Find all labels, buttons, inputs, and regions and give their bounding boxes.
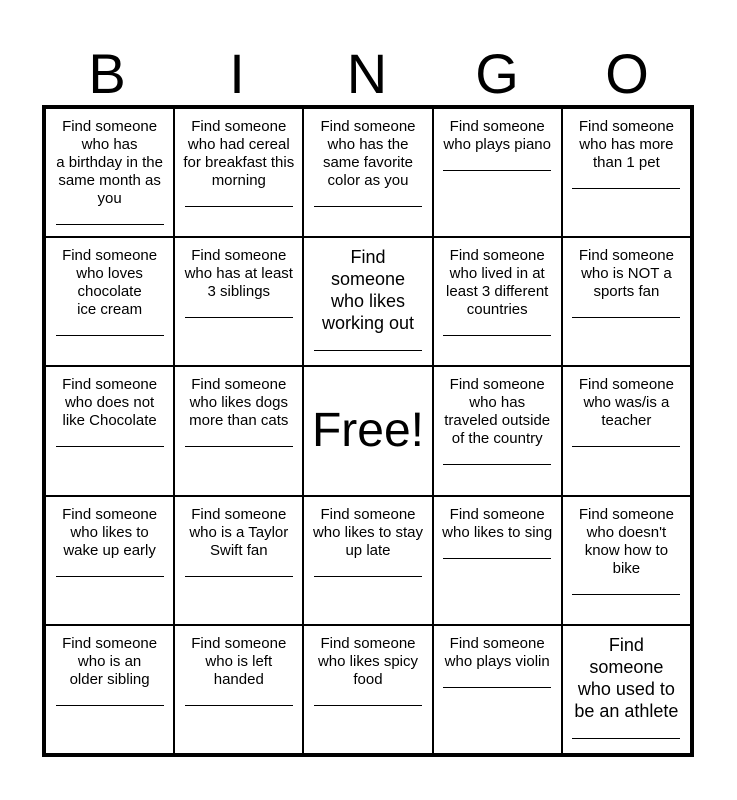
cell-prompt: Find someone who is an older sibling	[62, 634, 158, 688]
header-letter-g: G	[475, 42, 519, 105]
cell-prompt: Find someone who plays violin	[444, 634, 550, 670]
bingo-cell[interactable]	[433, 108, 562, 237]
bingo-cell[interactable]	[45, 366, 174, 495]
signature-line[interactable]	[572, 317, 680, 318]
cell-prompt: Find someone who plays piano	[443, 118, 551, 153]
header-letter-o: O	[605, 42, 649, 105]
signature-line[interactable]	[443, 170, 551, 171]
cell-prompt: Find someone who doesn't know how to bike	[578, 505, 674, 577]
cell-prompt: Find someone who had cereal for breakfast this morning	[183, 118, 295, 189]
cell-prompt: Find someone who likes to wake up early	[62, 505, 158, 559]
bingo-cell[interactable]	[562, 237, 691, 366]
bingo-cell[interactable]	[174, 108, 303, 237]
bingo-cell[interactable]	[303, 237, 432, 366]
signature-line[interactable]	[185, 576, 293, 577]
signature-line[interactable]	[443, 464, 551, 465]
cell-prompt: Find someone who has at least 3 siblings	[184, 247, 293, 301]
cell-prompt: Find someone who likes dogs more than cats	[189, 376, 289, 430]
signature-line[interactable]	[572, 738, 680, 739]
bingo-cell[interactable]	[433, 366, 562, 495]
signature-line[interactable]	[185, 705, 293, 706]
cell-prompt: Find someone who is left handed	[191, 634, 287, 688]
cell-prompt: Find someone who likes spicy food	[317, 634, 419, 688]
header-letter-i: I	[229, 42, 245, 105]
bingo-cell[interactable]	[562, 496, 691, 625]
signature-line[interactable]	[56, 576, 164, 577]
cell-prompt: Find someone who is NOT a sports fan	[578, 247, 674, 301]
bingo-cell[interactable]	[174, 366, 303, 495]
cell-prompt: Find someone who does not like Chocolate	[62, 376, 158, 430]
bingo-cell[interactable]	[303, 496, 432, 625]
bingo-cell[interactable]	[45, 108, 174, 237]
signature-line[interactable]	[56, 705, 164, 706]
bingo-cell[interactable]	[45, 237, 174, 366]
free-space-cell[interactable]	[303, 366, 432, 495]
bingo-cell[interactable]	[433, 496, 562, 625]
signature-line[interactable]	[56, 335, 164, 336]
cell-prompt: Find someone who has traveled outside of the country	[444, 376, 551, 448]
bingo-grid	[42, 105, 694, 757]
bingo-cell[interactable]	[433, 237, 562, 366]
bingo-cell[interactable]	[174, 237, 303, 366]
bingo-cell[interactable]	[303, 108, 432, 237]
signature-line[interactable]	[443, 687, 551, 688]
cell-prompt: Find someone who loves chocolate ice cream	[62, 247, 158, 319]
cell-prompt: Find someone who has more than 1 pet	[578, 118, 674, 171]
header-letter-n: N	[346, 42, 388, 105]
signature-line[interactable]	[572, 188, 680, 189]
bingo-cell[interactable]	[45, 625, 174, 754]
bingo-cell[interactable]	[174, 625, 303, 754]
bingo-cell[interactable]	[562, 108, 691, 237]
signature-line[interactable]	[314, 576, 422, 577]
signature-line[interactable]	[572, 594, 680, 595]
signature-line[interactable]	[185, 206, 293, 207]
free-space-label: Free!	[311, 403, 424, 457]
bingo-cell[interactable]	[433, 625, 562, 754]
signature-line[interactable]	[443, 335, 551, 336]
bingo-cell[interactable]	[562, 366, 691, 495]
signature-line[interactable]	[56, 446, 164, 447]
cell-prompt: Find someone who has the same favorite color as you	[320, 118, 416, 189]
signature-line[interactable]	[185, 446, 293, 447]
cell-prompt: Find someone who likes working out	[321, 247, 415, 334]
bingo-cell[interactable]	[174, 496, 303, 625]
signature-line[interactable]	[314, 705, 422, 706]
header-letter-b: B	[88, 42, 126, 105]
signature-line[interactable]	[56, 224, 164, 225]
cell-prompt: Find someone who has a birthday in the same month as you	[56, 118, 163, 207]
signature-line[interactable]	[314, 350, 422, 351]
bingo-header	[42, 44, 694, 104]
signature-line[interactable]	[572, 446, 680, 447]
cell-prompt: Find someone who likes to sing	[442, 505, 553, 541]
signature-line[interactable]	[185, 317, 293, 318]
bingo-cell[interactable]	[303, 625, 432, 754]
signature-line[interactable]	[443, 558, 551, 559]
cell-prompt: Find someone who used to be an athlete	[574, 634, 679, 721]
cell-prompt: Find someone who lived in at least 3 different countries	[446, 247, 549, 319]
cell-prompt: Find someone who likes to stay up late	[312, 505, 424, 559]
bingo-cell[interactable]	[562, 625, 691, 754]
bingo-cell[interactable]	[45, 496, 174, 625]
cell-prompt: Find someone who is a Taylor Swift fan	[189, 505, 289, 559]
cell-prompt: Find someone who was/is a teacher	[578, 376, 674, 430]
signature-line[interactable]	[314, 206, 422, 207]
